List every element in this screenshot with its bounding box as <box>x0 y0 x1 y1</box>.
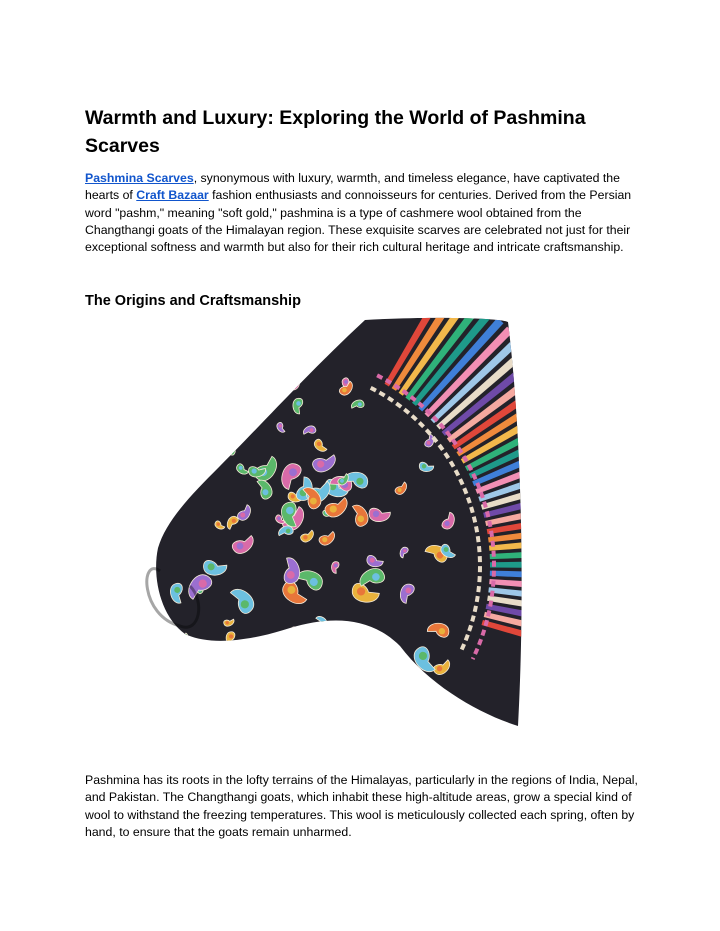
paisley-motif <box>195 421 206 434</box>
intro-text-2: fashion enthusiasts and connoisseurs for centuries. Derived from the Persian word "pashm," meaning "soft gold," pashmina is a type of cashmere wool obtained from the Changthangi goats of the Himalayan region. These exquisite scarves are celebrated not just for their exceptional softness and warmth but also for their rich cultural heritage and intricate craftsmanship. <box>85 188 632 255</box>
pashmina-scarves-link[interactable]: Pashmina Scarves <box>85 171 194 185</box>
paisley-motif <box>158 454 191 485</box>
pashmina-scarf-image <box>130 316 550 734</box>
craft-bazaar-link[interactable]: Craft Bazaar <box>136 188 209 203</box>
intro-paragraph <box>85 170 645 256</box>
paisley-motif <box>161 476 187 498</box>
article-title: Warmth and Luxury: Exploring the World of Pashmina Scarves <box>85 107 586 157</box>
scarf-illustration <box>130 316 550 734</box>
paisley-motif <box>152 460 171 481</box>
paisley-motif <box>208 442 225 465</box>
paisley-motif <box>222 445 236 456</box>
paisley-motif <box>162 459 186 490</box>
intro-text-1: , synonymous with luxury, warmth, and timeless elegance, have captivated the hearts of <box>85 171 620 203</box>
paisley-motif <box>179 401 190 416</box>
origins-paragraph: Pashmina has its roots in the lofty terrains of the Himalayas, particularly in the regions of India, Nepal, and Pakistan. The Changthangi goats, which inhabit these high-altitude areas, grow a special kind of wool to withstand the freezing temperatures. This wool is meticulously collected each spring, often by hand, to ensure that the goats remain unharmed. <box>85 773 638 839</box>
paisley-motif <box>289 626 300 640</box>
paisley-motif <box>174 659 197 688</box>
section-heading: The Origins and Craftsmanship <box>85 293 301 309</box>
paisley-motif <box>204 663 218 680</box>
paisley-motif <box>155 506 164 517</box>
paisley-motif <box>260 641 287 659</box>
paisley-motif <box>308 658 338 687</box>
paisley-motif <box>288 655 308 676</box>
